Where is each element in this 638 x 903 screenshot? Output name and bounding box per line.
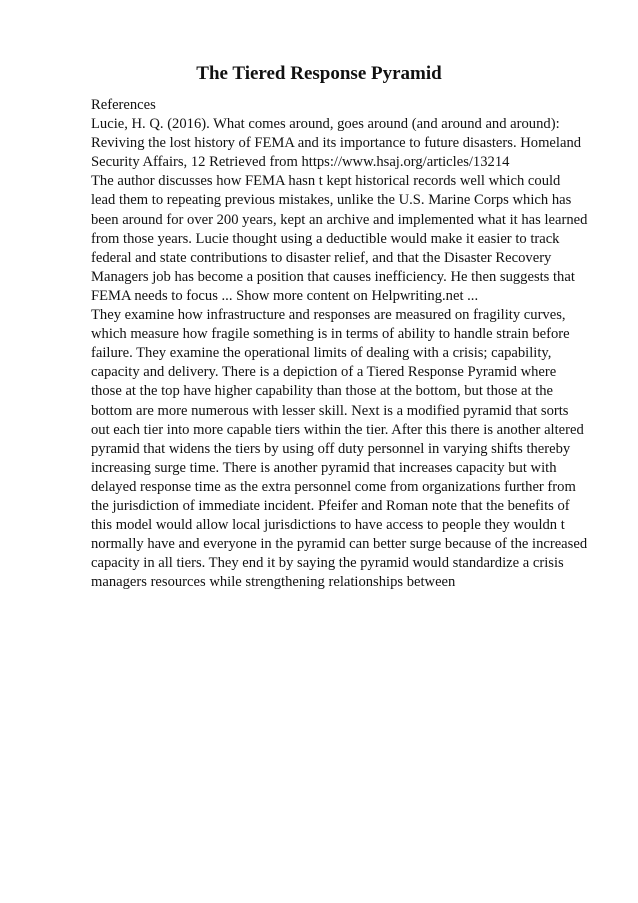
body-text-line: this model would allow local jurisdictions to have access to people they wouldn t	[91, 517, 565, 534]
body-text-line: the jurisdiction of immediate incident. Pfeifer and Roman note that the benefits of	[91, 497, 570, 514]
body-text-line: which measure how fragile something is in terms of ability to handle strain before	[91, 326, 570, 343]
body-text-line: those at the top have higher capability than those at the bottom, but those at the	[91, 383, 554, 400]
body-text-line: FEMA needs to focus ... Show more content on Helpwriting.net ...	[91, 287, 479, 304]
body-text-line: capacity and delivery. There is a depiction of a Tiered Response Pyramid where	[91, 364, 557, 381]
document-title: The Tiered Response Pyramid	[196, 63, 442, 84]
references-heading: References	[91, 97, 156, 113]
body-text-line: bottom are more numerous with lesser skill. Next is a modified pyramid that sorts	[91, 402, 569, 419]
body-text-line: Managers job has become a position that causes inefficiency. He then suggests that	[91, 268, 575, 285]
body-text-line: out each tier into more capable tiers within the tier. After this there is another altered	[91, 421, 584, 438]
body-text-line: managers resources while strengthening relationships between	[91, 574, 456, 591]
body-text-line: capacity in all tiers. They end it by saying the pyramid would standardize a crisis	[91, 555, 564, 572]
body-text-line: federal and state contributions to disaster relief, and that the Disaster Recovery	[91, 249, 552, 266]
reference-entry-line: Reviving the lost history of FEMA and its importance to future disasters. Homeland	[91, 135, 582, 152]
body-text-line: pyramid that widens the tiers by using off duty personnel in varying shifts thereby	[91, 440, 571, 457]
body-text-line: The author discusses how FEMA hasn t kept historical records well which could	[91, 173, 561, 190]
reference-entry-line: Lucie, H. Q. (2016). What comes around, goes around (and around and around):	[91, 116, 560, 133]
document-body	[91, 96, 601, 592]
reference-entry-line: Security Affairs, 12 Retrieved from https://www.hsaj.org/articles/13214	[91, 154, 510, 171]
body-text-line: delayed response time as the extra personnel come from organizations further from	[91, 478, 576, 495]
body-text-line: been around for over 200 years, kept an archive and implemented what it has learned	[91, 211, 588, 228]
body-text-line: from those years. Lucie thought using a deductible would make it easier to track	[91, 230, 560, 247]
body-text-line: lead them to repeating previous mistakes, unlike the U.S. Marine Corps which has	[91, 192, 572, 209]
body-text-line: They examine how infrastructure and responses are measured on fragility curves,	[91, 307, 566, 324]
body-text-line: normally have and everyone in the pyramid can better surge because of the increased	[91, 536, 588, 553]
body-text-line: increasing surge time. There is another pyramid that increases capacity but with	[91, 459, 557, 476]
body-text-line: failure. They examine the operational limits of dealing with a crisis; capability,	[91, 345, 552, 362]
